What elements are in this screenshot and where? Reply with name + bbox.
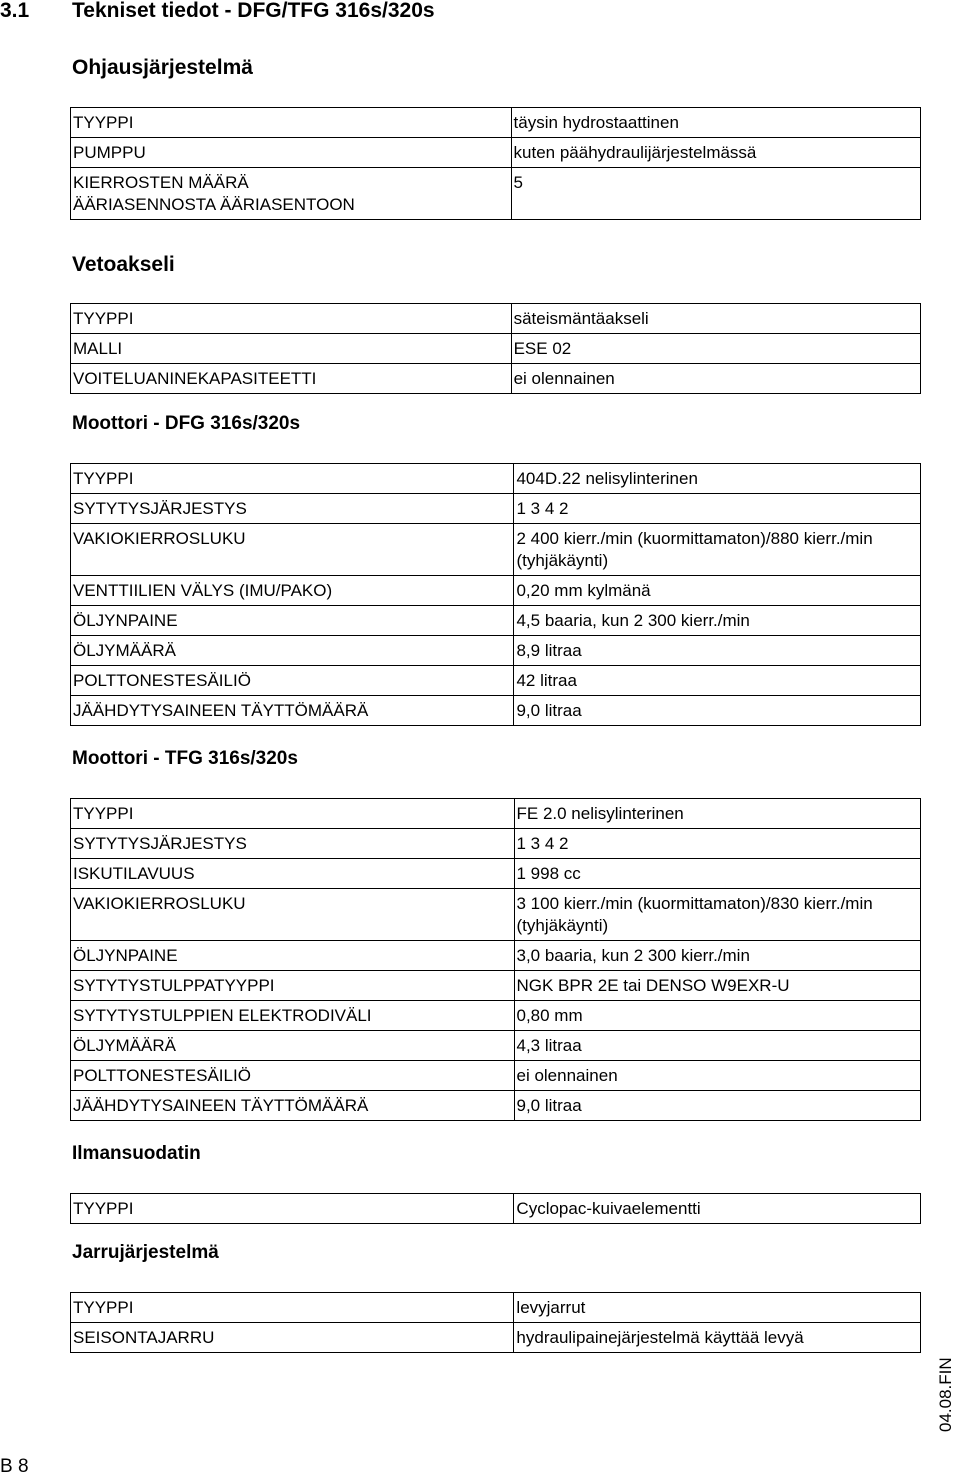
spec-value: 5	[511, 168, 920, 220]
spec-table-ilmansuodatin	[70, 1193, 921, 1224]
spec-value: Cyclopac-kuivaelementti	[514, 1194, 921, 1224]
table-row	[71, 138, 921, 168]
spec-value: 2 400 kierr./min (kuormittamaton)/880 kierr./min (tyhjäkäynti)	[514, 524, 921, 576]
spec-value: säteismäntäakseli	[511, 304, 920, 334]
spec-label: ISKUTILAVUUS	[71, 859, 515, 889]
table-row	[71, 108, 921, 138]
table-row	[71, 636, 921, 666]
spec-label: SYTYTYSJÄRJESTYS	[71, 829, 515, 859]
spec-label: VENTTIILIEN VÄLYS (IMU/PAKO)	[71, 576, 514, 606]
table-row	[71, 941, 921, 971]
spec-label: TYYPPI	[71, 108, 512, 138]
spec-label: JÄÄHDYTYSAINEEN TÄYTTÖMÄÄRÄ	[71, 696, 514, 726]
table-row	[71, 576, 921, 606]
page-number: B 8	[0, 1456, 29, 1477]
spec-label: VOITELUANINEKAPASITEETTI	[71, 364, 512, 394]
spec-table-jarru	[70, 1292, 921, 1353]
spec-value: kuten päähydraulijärjestelmässä	[511, 138, 920, 168]
table-row	[71, 1194, 921, 1224]
version-code: 04.08.FIN	[936, 1357, 955, 1432]
spec-label: POLTTONESTESÄILIÖ	[71, 666, 514, 696]
table-row	[71, 1061, 921, 1091]
spec-value: 404D.22 nelisylinterinen	[514, 464, 921, 494]
spec-value: 4,3 litraa	[514, 1031, 921, 1061]
spec-label: TYYPPI	[71, 799, 515, 829]
spec-label: ÖLJYMÄÄRÄ	[71, 636, 514, 666]
spec-value: 3,0 baaria, kun 2 300 kierr./min	[514, 941, 921, 971]
spec-label: ÖLJYMÄÄRÄ	[71, 1031, 515, 1061]
spec-label: VAKIOKIERROSLUKU	[71, 524, 514, 576]
table-row	[71, 494, 921, 524]
spec-table-moottori-dfg	[70, 463, 921, 726]
table-row	[71, 364, 921, 394]
section-title-moottori-tfg: Moottori - TFG 316s/320s	[72, 748, 298, 769]
table-row	[71, 829, 921, 859]
table-row	[71, 464, 921, 494]
spec-value: 0,20 mm kylmänä	[514, 576, 921, 606]
page-title: Tekniset tiedot - DFG/TFG 316s/320s	[72, 0, 435, 22]
table-row	[71, 1293, 921, 1323]
spec-value: FE 2.0 nelisylinterinen	[514, 799, 921, 829]
spec-value: 8,9 litraa	[514, 636, 921, 666]
table-row	[71, 971, 921, 1001]
spec-label: TYYPPI	[71, 1293, 514, 1323]
section-title-jarru: Jarrujärjestelmä	[72, 1242, 219, 1263]
spec-label: JÄÄHDYTYSAINEEN TÄYTTÖMÄÄRÄ	[71, 1091, 515, 1121]
spec-label: TYYPPI	[71, 1194, 514, 1224]
table-row	[71, 666, 921, 696]
spec-label: VAKIOKIERROSLUKU	[71, 889, 515, 941]
spec-value: 9,0 litraa	[514, 1091, 921, 1121]
spec-table-vetoakseli	[70, 303, 921, 394]
table-row	[71, 606, 921, 636]
table-row	[71, 1031, 921, 1061]
spec-label: ÖLJYNPAINE	[71, 606, 514, 636]
table-row	[71, 1091, 921, 1121]
table-row	[71, 859, 921, 889]
spec-value: ei olennainen	[514, 1061, 921, 1091]
table-row	[71, 799, 921, 829]
section-title-ilmansuodatin: Ilmansuodatin	[72, 1143, 201, 1164]
spec-label: POLTTONESTESÄILIÖ	[71, 1061, 515, 1091]
spec-value: 1 998 cc	[514, 859, 921, 889]
spec-value: 42 litraa	[514, 666, 921, 696]
spec-value: 1 3 4 2	[514, 494, 921, 524]
spec-label: TYYPPI	[71, 304, 512, 334]
spec-label: KIERROSTEN MÄÄRÄ ÄÄRIASENNOSTA ÄÄRIASENTOON	[71, 168, 512, 220]
spec-value: 4,5 baaria, kun 2 300 kierr./min	[514, 606, 921, 636]
table-row	[71, 889, 921, 941]
spec-table-ohjaus	[70, 107, 921, 220]
section-title-ohjaus: Ohjausjärjestelmä	[72, 56, 253, 79]
spec-label: MALLI	[71, 334, 512, 364]
spec-label: PUMPPU	[71, 138, 512, 168]
spec-value: NGK BPR 2E tai DENSO W9EXR-U	[514, 971, 921, 1001]
spec-label: SYTYTYSJÄRJESTYS	[71, 494, 514, 524]
spec-value: levyjarrut	[514, 1293, 921, 1323]
spec-label: ÖLJYNPAINE	[71, 941, 515, 971]
spec-label: SEISONTAJARRU	[71, 1323, 514, 1353]
spec-value: ESE 02	[511, 334, 920, 364]
spec-label: SYTYTYSTULPPATYYPPI	[71, 971, 515, 1001]
spec-value: ei olennainen	[511, 364, 920, 394]
spec-label: TYYPPI	[71, 464, 514, 494]
spec-value: 0,80 mm	[514, 1001, 921, 1031]
spec-table-moottori-tfg	[70, 798, 921, 1121]
spec-value: 1 3 4 2	[514, 829, 921, 859]
table-row	[71, 304, 921, 334]
spec-label: SYTYTYSTULPPIEN ELEKTRODIVÄLI	[71, 1001, 515, 1031]
table-row	[71, 524, 921, 576]
spec-value: 3 100 kierr./min (kuormittamaton)/830 kierr./min (tyhjäkäynti)	[514, 889, 921, 941]
table-row	[71, 1001, 921, 1031]
spec-value: 9,0 litraa	[514, 696, 921, 726]
table-row	[71, 168, 921, 220]
spec-value: täysin hydrostaattinen	[511, 108, 920, 138]
section-title-vetoakseli: Vetoakseli	[72, 253, 175, 276]
section-title-moottori-dfg: Moottori - DFG 316s/320s	[72, 413, 301, 434]
table-row	[71, 1323, 921, 1353]
spec-value: hydraulipainejärjestelmä käyttää levyä	[514, 1323, 921, 1353]
section-number: 3.1	[0, 0, 30, 22]
table-row	[71, 696, 921, 726]
table-row	[71, 334, 921, 364]
